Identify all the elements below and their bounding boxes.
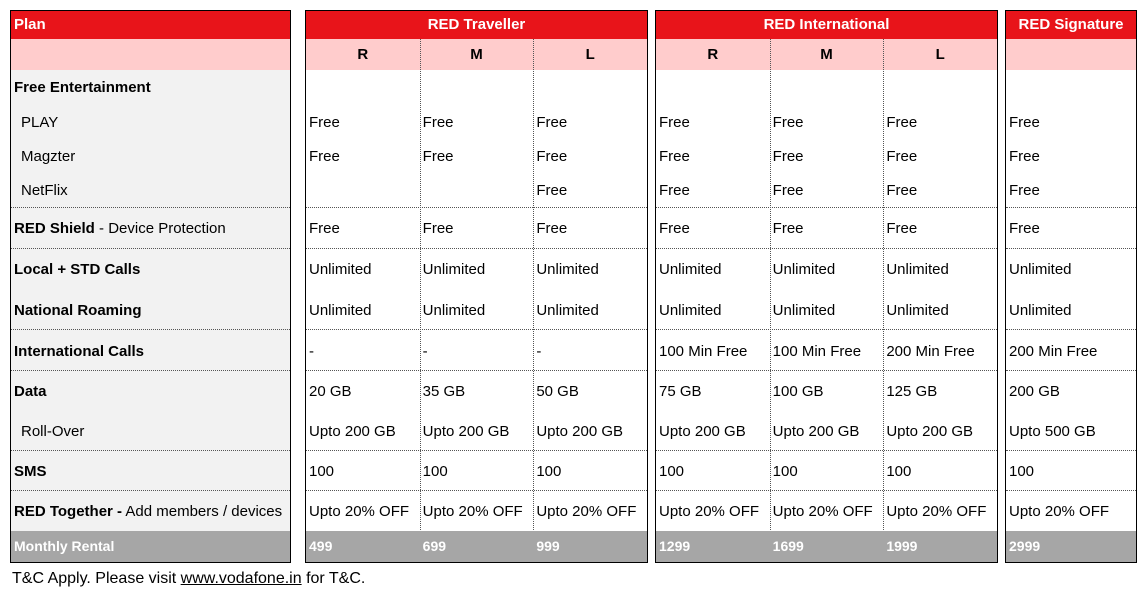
cell-intl: -: [422, 343, 428, 360]
cell-rollover: Upto 200 GB: [772, 423, 860, 440]
label-red-together: RED Together - Add members / devices: [14, 503, 283, 520]
vodafone-link[interactable]: www.vodafone.in: [180, 570, 302, 587]
cell-magzter: Free: [772, 148, 804, 165]
plan-size-label: [1006, 39, 1136, 70]
plan-group: [305, 10, 648, 563]
cell-intl: -: [536, 343, 542, 360]
cell-play: Free: [772, 114, 804, 131]
cell-intl: 100 Min Free: [772, 343, 862, 360]
cell-sms: 100: [886, 463, 912, 480]
label-play: PLAY: [21, 114, 59, 131]
row-divider: [1006, 248, 1136, 249]
cell-magzter: Free: [536, 148, 568, 165]
cell-together: Upto 20% OFF: [1009, 503, 1110, 520]
row-divider: [656, 450, 997, 451]
cell-sms: 100: [1009, 463, 1035, 480]
cell-roaming: Unlimited: [309, 302, 372, 319]
cell-play: Free: [659, 114, 690, 131]
cell-together: Upto 20% OFF: [309, 503, 410, 520]
cell-shield: Free: [886, 220, 918, 237]
cell-magzter: Free: [422, 148, 454, 165]
cell-intl: 200 Min Free: [886, 343, 975, 360]
label-international-calls: International Calls: [14, 343, 145, 360]
cell-shield: Free: [772, 220, 804, 237]
plan-size-label: M: [820, 46, 833, 63]
cell-sms: 100: [422, 463, 448, 480]
cell-together: Upto 20% OFF: [772, 503, 873, 520]
label-local-std: Local + STD Calls: [14, 261, 141, 278]
row-divider: [11, 207, 290, 208]
group-subheader: [1006, 39, 1136, 70]
row-divider: [306, 248, 647, 249]
footnote: [12, 570, 365, 588]
plan-size-label: L: [585, 46, 595, 63]
row-divider: [11, 370, 290, 371]
cell-roaming: Unlimited: [422, 302, 486, 319]
cell-local: Unlimited: [772, 261, 836, 278]
label-rollover: Roll-Over: [21, 423, 85, 440]
group-header: RED International: [656, 11, 997, 39]
cell-sms: 100: [309, 463, 335, 480]
row-divider: [1006, 490, 1136, 491]
row-divider: [656, 490, 997, 491]
cell-intl: 200 Min Free: [1009, 343, 1098, 360]
cell-play: Free: [1009, 114, 1040, 131]
row-divider: [1006, 450, 1136, 451]
plan-group: [1005, 10, 1137, 563]
plan-body: [11, 70, 290, 531]
cell-data: 125 GB: [886, 383, 938, 400]
cell-data: 50 GB: [536, 383, 579, 400]
plan-size-label: M: [470, 46, 483, 63]
plan-size-label: L: [935, 46, 945, 63]
row-divider: [656, 248, 997, 249]
cell-netflix: Free: [659, 182, 690, 199]
cell-shield: Free: [309, 220, 340, 237]
cell-magzter: Free: [886, 148, 918, 165]
rental-value: 1699: [772, 538, 804, 554]
cell-play: Free: [536, 114, 568, 131]
row-divider: [656, 370, 997, 371]
row-divider: [306, 490, 647, 491]
group-header: RED Traveller: [306, 11, 647, 39]
plan-size-label: R: [707, 46, 719, 63]
cell-play: Free: [309, 114, 340, 131]
rental-footer: [1006, 531, 1136, 562]
row-divider: [11, 450, 290, 451]
cell-local: Unlimited: [886, 261, 949, 278]
cell-rollover: Upto 200 GB: [659, 423, 746, 440]
cell-intl: -: [309, 343, 314, 360]
cell-rollover: Upto 200 GB: [536, 423, 624, 440]
rental-footer: [11, 531, 290, 562]
label-netflix: NetFlix: [21, 182, 68, 199]
cell-together: Upto 20% OFF: [536, 503, 637, 520]
plan-header: Plan: [11, 11, 290, 39]
cell-local: Unlimited: [309, 261, 372, 278]
plan-group: [655, 10, 998, 563]
column-divider: [883, 39, 884, 562]
rental-value: 499: [309, 538, 333, 554]
cell-data: 100 GB: [772, 383, 824, 400]
cell-rollover: Upto 200 GB: [886, 423, 974, 440]
cell-rollover: Upto 200 GB: [309, 423, 396, 440]
cell-shield: Free: [659, 220, 690, 237]
cell-magzter: Free: [309, 148, 340, 165]
row-divider: [306, 370, 647, 371]
cell-sms: 100: [772, 463, 798, 480]
label-red-shield: RED Shield - Device Protection: [14, 220, 226, 237]
cell-sms: 100: [659, 463, 685, 480]
group-header: RED Signature: [1006, 11, 1136, 39]
cell-local: Unlimited: [422, 261, 486, 278]
cell-magzter: Free: [659, 148, 690, 165]
label-national-roaming: National Roaming: [14, 302, 142, 319]
rental-value: 699: [422, 538, 447, 554]
cell-data: 75 GB: [659, 383, 702, 400]
footnote-text-end: for T&C.: [301, 570, 366, 587]
cell-play: Free: [422, 114, 454, 131]
row-divider: [1006, 207, 1136, 208]
cell-roaming: Unlimited: [1009, 302, 1072, 319]
cell-rollover: Upto 500 GB: [1009, 423, 1096, 440]
rental-value: 1999: [886, 538, 918, 554]
cell-play: Free: [886, 114, 918, 131]
row-divider: [1006, 329, 1136, 330]
cell-together: Upto 20% OFF: [422, 503, 523, 520]
cell-intl: 100 Min Free: [659, 343, 748, 360]
cell-sms: 100: [536, 463, 562, 480]
cell-netflix: Free: [536, 182, 568, 199]
label-free-entertainment: Free Entertainment: [14, 79, 151, 96]
plan-column: [10, 10, 291, 563]
column-divider: [420, 39, 421, 562]
cell-roaming: Unlimited: [886, 302, 949, 319]
row-divider: [11, 248, 290, 249]
cell-netflix: Free: [1009, 182, 1040, 199]
plan-size-label: R: [357, 46, 369, 63]
cell-roaming: Unlimited: [536, 302, 599, 319]
footnote-text: T&C Apply. Please visit: [12, 570, 181, 587]
column-divider: [533, 39, 534, 562]
cell-local: Unlimited: [536, 261, 599, 278]
group-subheader: [656, 39, 997, 70]
cell-local: Unlimited: [659, 261, 722, 278]
row-divider: [306, 207, 647, 208]
rental-value: 999: [536, 538, 560, 554]
plan-subheader: [11, 39, 290, 70]
cell-netflix: Free: [886, 182, 918, 199]
row-divider: [306, 450, 647, 451]
cell-magzter: Free: [1009, 148, 1040, 165]
rental-value: 1299: [659, 538, 691, 554]
cell-shield: Free: [422, 220, 454, 237]
cell-local: Unlimited: [1009, 261, 1072, 278]
label-data: Data: [14, 383, 47, 400]
row-divider: [656, 329, 997, 330]
label-magzter: Magzter: [21, 148, 76, 165]
row-divider: [11, 329, 290, 330]
label-sms: SMS: [14, 463, 47, 480]
cell-together: Upto 20% OFF: [886, 503, 987, 520]
row-divider: [656, 207, 997, 208]
group-subheader: [306, 39, 647, 70]
cell-together: Upto 20% OFF: [659, 503, 760, 520]
cell-rollover: Upto 200 GB: [422, 423, 510, 440]
row-divider: [1006, 370, 1136, 371]
cell-shield: Free: [536, 220, 568, 237]
cell-data: 20 GB: [309, 383, 352, 400]
cell-data: 200 GB: [1009, 383, 1060, 400]
row-divider: [306, 329, 647, 330]
cell-shield: Free: [1009, 220, 1040, 237]
cell-roaming: Unlimited: [659, 302, 722, 319]
label-monthly-rental: Monthly Rental: [14, 538, 115, 554]
row-divider: [11, 490, 290, 491]
cell-netflix: Free: [772, 182, 804, 199]
rental-footer: [306, 531, 647, 562]
rental-value: 2999: [1009, 538, 1041, 554]
rental-footer: [656, 531, 997, 562]
cell-data: 35 GB: [422, 383, 466, 400]
column-divider: [770, 39, 771, 562]
cell-roaming: Unlimited: [772, 302, 836, 319]
